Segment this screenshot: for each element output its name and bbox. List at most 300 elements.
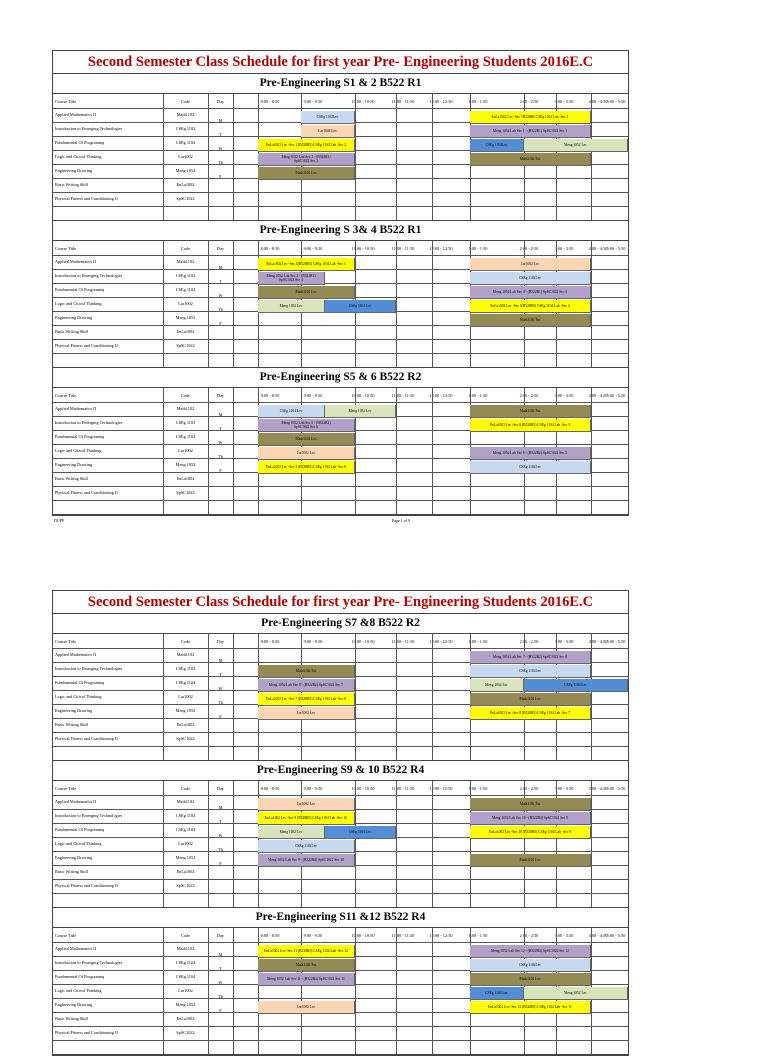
course-title: Engineering Drawing — [55, 462, 93, 467]
column-divider — [591, 634, 592, 760]
day-label: T — [219, 426, 222, 431]
column-divider — [396, 781, 397, 907]
schedule-table — [53, 928, 628, 1055]
column-header-time: 11:00 - 11:50 — [391, 99, 415, 104]
row-divider — [53, 648, 628, 649]
course-title: Applied Mathematics II — [55, 112, 97, 117]
row-divider — [53, 206, 628, 207]
column-divider — [163, 94, 164, 220]
day-label: T — [219, 819, 222, 824]
class-session: Math1102 Tut — [258, 959, 355, 972]
column-divider — [355, 928, 356, 1054]
class-session: EnLa1002 Lec -Sec 12 (B528B5) CSEg 1104 Lab -Sec 11 — [470, 1001, 591, 1014]
column-header-time: 10:00 - 10:50 — [351, 639, 375, 644]
column-divider — [208, 388, 209, 514]
row-divider — [53, 192, 628, 193]
column-header-time: 9:00 - 9:50 — [303, 246, 323, 251]
course-code: CSEg 1102 — [175, 960, 196, 965]
column-divider — [432, 634, 433, 760]
column-divider — [432, 241, 433, 367]
day-label: T — [219, 966, 222, 971]
page-number: Page 1 of 9 — [392, 518, 411, 523]
class-session: Math1102 Lec — [258, 433, 355, 446]
course-code: Lar1002 — [178, 154, 193, 159]
course-code: SpSC1022 — [176, 1030, 195, 1035]
class-session: Math1102 Tut — [470, 314, 591, 327]
column-header-time: 8:00 - 8:50 — [260, 639, 280, 644]
column-header-code: Code — [180, 99, 191, 104]
class-session: Meng 1052 Lec — [258, 300, 325, 313]
class-session: Lar1002 Lec — [258, 707, 355, 720]
column-header-time: 2:00 - 2:50 — [519, 639, 539, 644]
schedule-table — [53, 241, 628, 368]
course-title: Logic and Citical Thinking — [55, 448, 102, 453]
column-header-course: Course Title — [55, 639, 77, 644]
column-header-time: 3:00 - 3:50 — [554, 393, 574, 398]
course-code: CSEg 1102 — [175, 126, 196, 131]
day-label: W — [218, 833, 223, 838]
class-session: EnLa1002 Lec -Sec 5 (B528B5) CSEg 1104 Lab -Sec 6 — [258, 461, 355, 474]
class-session: Lar1002 Lec — [258, 1001, 355, 1014]
course-title: Physical Fitness and Conditioning II — [55, 736, 118, 741]
column-header-course: Course Title — [55, 393, 77, 398]
class-session: CSEg 1102Lec — [470, 272, 591, 285]
column-divider — [233, 94, 234, 220]
day-label: M — [218, 805, 223, 810]
class-session: Meng 1052 Lab Sec 3 - (B522R1) SpSC1022 Sec 4 — [258, 272, 325, 285]
day-label: W — [218, 146, 223, 151]
class-session: Math1102 Tut — [470, 153, 591, 166]
day-label: Th — [218, 160, 223, 165]
schedule-table — [53, 94, 628, 221]
class-session: Math1102 Tut — [470, 405, 591, 418]
course-title: Physical Fitness and Conditioning II — [55, 490, 118, 495]
column-header-day: Day — [216, 99, 225, 104]
course-title: Applied Mathematics II — [55, 652, 97, 657]
column-header-time: 1:00 - 1:50 — [468, 786, 488, 791]
course-code: CSEg 1102 — [175, 813, 196, 818]
column-header-code: Code — [180, 639, 191, 644]
day-label: M — [218, 412, 223, 417]
class-session: Meng 1052 Lab Sec 2 - (B522R1) SpSC1022 Sec 2 — [258, 153, 355, 166]
row-divider — [53, 353, 628, 354]
class-session: Meng 1052 Lab Sec 8 - (B522R2) SpSC1022 Sec 7 — [258, 679, 355, 692]
column-header-day: Day — [216, 933, 225, 938]
course-code: SpSC1022 — [176, 883, 195, 888]
column-header-time: 1:00 - 1:50 — [468, 99, 488, 104]
class-session: Math1102 Lec — [470, 854, 591, 867]
column-header-time: 5:00 - 5:50 — [606, 786, 626, 791]
column-header-time: 4:00 - 4:50 — [588, 786, 608, 791]
course-title: Engineering Drawing — [55, 168, 93, 173]
class-session: Meng 1052 Lab Sec 11 - (B522R4) SpSC1022 Sec 11 — [258, 973, 355, 986]
course-title: Logic and Citical Thinking — [55, 154, 102, 159]
column-header-time: 12:00 - 12:50 — [429, 933, 453, 938]
row-divider — [53, 255, 628, 256]
column-divider — [355, 94, 356, 220]
course-code: EnLa1002 — [176, 329, 195, 334]
course-code: Lar1002 — [178, 301, 193, 306]
column-header-time: 11:00 - 11:50 — [391, 639, 415, 644]
column-header-time: 10:00 - 10:50 — [351, 393, 375, 398]
course-code: SpSC1022 — [176, 490, 195, 495]
course-code: EnLa1002 — [176, 182, 195, 187]
class-session: EnLa1002 Lec -Sec 1B528B5 CSEg 1104 Lab -Sec 1 — [470, 111, 591, 124]
day-label: M — [218, 952, 223, 957]
column-divider — [432, 781, 433, 907]
column-header-time: 3:00 - 3:50 — [554, 246, 574, 251]
class-session: CSEg 1102Lec — [470, 959, 591, 972]
day-label: T — [219, 279, 222, 284]
column-header-time: 5:00 - 5:50 — [606, 393, 626, 398]
column-header-time: 5:00 - 5:50 — [606, 246, 626, 251]
section-heading: Pre-Engineering S9 & 10 B522 R4 — [53, 761, 628, 781]
course-title: Engineering Drawing — [55, 1002, 93, 1007]
day-label: Th — [218, 700, 223, 705]
class-session: Math1102 Lec — [470, 973, 591, 986]
course-code: CSEg 1102 — [175, 273, 196, 278]
class-session: Math1102 Lec — [470, 693, 591, 706]
column-header-time: 3:00 - 3:50 — [554, 99, 574, 104]
column-header-time: 4:00 - 4:50 — [588, 246, 608, 251]
column-header-time: 9:00 - 9:50 — [303, 99, 323, 104]
column-divider — [208, 94, 209, 220]
row-divider — [53, 1026, 628, 1027]
column-header-time: 5:00 - 5:50 — [606, 933, 626, 938]
course-code: CSEg 1104 — [175, 974, 196, 979]
row-divider — [53, 732, 628, 733]
column-header-time: 4:00 - 4:50 — [588, 933, 608, 938]
column-header-code: Code — [180, 786, 191, 791]
class-session: Meng 1052 Lec — [524, 987, 628, 1000]
class-session: Meng 1052 Lab Sec 5 - (B522R2) SpSC1022 Sec 6 — [258, 419, 355, 432]
course-code: Meng 1052 — [175, 168, 196, 173]
day-label: W — [218, 440, 223, 445]
course-code: EnLa1002 — [176, 869, 195, 874]
class-session: EnLa1002 Lec -Sec 9 (B528B5) CSEg 1104 Lab -Sec 10 — [258, 812, 355, 825]
class-session: Meng 1052 Lab Sec 12 - (B522R4) SpSC1022 Sec 12 — [470, 945, 591, 958]
class-session: EnLa1002 Lec -Sec 11 (B528B5) CSEg 1104 Lab -Sec 12 — [258, 945, 355, 958]
class-session: EnLa1002 Lec -Sec 3(B528B5) CSEg 1104 Lab -Sec 3 — [258, 258, 355, 271]
course-title: Fundamental Of Programing — [55, 680, 105, 685]
course-title: Fundamental Of Programing — [55, 434, 105, 439]
class-session: CSEg 1102Lec — [470, 665, 591, 678]
column-header-time: 2:00 - 2:50 — [519, 393, 539, 398]
column-header-time: 8:00 - 8:50 — [260, 99, 280, 104]
course-title: Logic and Citical Thinking — [55, 988, 102, 993]
column-header-time: 2:00 - 2:50 — [519, 99, 539, 104]
class-session: EnLa1002 Lec -Sec 10 (B528B5) CSEg 1104 Lab -Sec 9 — [470, 826, 591, 839]
column-header-time: 5:00 - 5:50 — [606, 99, 626, 104]
column-header-time: 2:00 - 2:50 — [519, 786, 539, 791]
class-session: Meng 1052 Lab Sec 10 - (B522R4) SpSC1022 Sec 9 — [470, 812, 591, 825]
course-title: Basic Writing Skill — [55, 182, 88, 187]
schedule-table — [53, 634, 628, 761]
column-header-time: 11:00 - 11:50 — [391, 786, 415, 791]
schedule-page — [52, 50, 629, 516]
column-header-time: 5:00 - 5:50 — [606, 639, 626, 644]
column-divider — [233, 928, 234, 1054]
column-header-time: 4:00 - 4:50 — [588, 393, 608, 398]
column-divider — [163, 241, 164, 367]
column-divider — [208, 241, 209, 367]
class-session: Lar1002 Lec — [258, 447, 355, 460]
class-session: Meng 1052 Lec — [524, 139, 628, 152]
column-header-time: 12:00 - 12:50 — [429, 639, 453, 644]
row-divider — [53, 1040, 628, 1041]
class-session: Meng 1052 Lab Sec 7 - (B522R2) SpSC1022 Sec 8 — [470, 651, 591, 664]
row-divider — [53, 893, 628, 894]
column-divider — [163, 634, 164, 760]
course-title: Physical Fitness and Conditioning II — [55, 196, 118, 201]
course-code: Math1102 — [176, 406, 195, 411]
column-divider — [591, 94, 592, 220]
column-header-code: Code — [180, 393, 191, 398]
column-header-time: 12:00 - 12:50 — [429, 786, 453, 791]
column-header-time: 2:00 - 2:50 — [519, 246, 539, 251]
course-title: Fundamental Of Programing — [55, 974, 105, 979]
column-header-time: 9:00 - 9:50 — [303, 639, 323, 644]
column-header-time: 11:00 - 11:50 — [391, 246, 415, 251]
day-label: W — [218, 686, 223, 691]
class-session: EnLa1002 Lec -Sec 1 (B528B5) CSEg 1104 Lab -Sec 2 — [258, 139, 355, 152]
column-divider — [432, 928, 433, 1054]
column-header-code: Code — [180, 933, 191, 938]
course-code: CSEg 1102 — [175, 420, 196, 425]
course-title: Introduction to Emerging Technologies — [55, 273, 123, 278]
class-session: EnLa1002 Lec -Sec 7 (B528B5) CSEg 1104 Lab -Sec 8 — [258, 693, 355, 706]
class-session: Lar1002 Lec — [470, 258, 591, 271]
class-session: CSEg 1104Lec — [470, 139, 524, 152]
column-header-day: Day — [216, 786, 225, 791]
column-divider — [396, 634, 397, 760]
section-heading: Pre-Engineering S5 & 6 B522 R2 — [53, 368, 628, 388]
class-session: Lar1002 Lec — [301, 125, 355, 138]
class-session: Meng 1052 Lec — [325, 405, 396, 418]
course-title: Fundamental Of Programing — [55, 140, 105, 145]
course-code: Math1102 — [176, 799, 195, 804]
course-title: Physical Fitness and Conditioning II — [55, 343, 118, 348]
day-label: W — [218, 293, 223, 298]
footer-left: DUPP — [54, 518, 65, 523]
course-title: Basic Writing Skill — [55, 722, 88, 727]
column-header-time: 11:00 - 11:50 — [391, 933, 415, 938]
course-title: Introduction to Emerging Technologies — [55, 126, 123, 131]
course-code: Meng 1052 — [175, 462, 196, 467]
column-divider — [396, 241, 397, 367]
day-label: F — [219, 174, 222, 179]
class-session: Math1102 Lec — [258, 167, 355, 180]
course-title: Basic Writing Skill — [55, 1016, 88, 1021]
day-label: Th — [218, 454, 223, 459]
column-header-time: 8:00 - 8:50 — [260, 393, 280, 398]
day-label: T — [219, 672, 222, 677]
class-session: CSEg 1102Lec — [470, 461, 591, 474]
course-title: Introduction to Emerging Technologies — [55, 420, 123, 425]
course-code: CSEg 1102 — [175, 666, 196, 671]
column-header-time: 3:00 - 3:50 — [554, 639, 574, 644]
column-header-course: Course Title — [55, 246, 77, 251]
class-session: Lar1002 Lec — [258, 798, 355, 811]
column-header-time: 3:00 - 3:50 — [554, 786, 574, 791]
column-header-time: 9:00 - 9:50 — [303, 393, 323, 398]
column-divider — [355, 781, 356, 907]
course-title: Introduction to Emerging Technologies — [55, 960, 123, 965]
column-header-time: 9:00 - 9:50 — [303, 933, 323, 938]
class-session: CSEg 1104 Lec — [325, 826, 396, 839]
column-header-time: 9:00 - 9:50 — [303, 786, 323, 791]
course-code: EnLa1002 — [176, 722, 195, 727]
course-title: Basic Writing Skill — [55, 329, 88, 334]
row-divider — [53, 486, 628, 487]
course-code: Math1102 — [176, 652, 195, 657]
course-title: Applied Mathematics II — [55, 799, 97, 804]
day-label: Th — [218, 847, 223, 852]
course-title: Engineering Drawing — [55, 708, 93, 713]
course-code: Math1102 — [176, 259, 195, 264]
column-divider — [208, 781, 209, 907]
row-divider — [53, 942, 628, 943]
column-divider — [208, 928, 209, 1054]
column-header-course: Course Title — [55, 933, 77, 938]
course-code: EnLa1002 — [176, 476, 195, 481]
row-divider — [53, 879, 628, 880]
course-code: Math1102 — [176, 946, 195, 951]
column-divider — [233, 388, 234, 514]
course-code: Lar1002 — [178, 841, 193, 846]
column-header-time: 11:00 - 11:50 — [391, 393, 415, 398]
class-session: CSEg 1104 Lec — [524, 679, 628, 692]
course-code: Lar1002 — [178, 988, 193, 993]
column-divider — [396, 388, 397, 514]
column-header-time: 12:00 - 12:50 — [429, 246, 453, 251]
column-divider — [591, 388, 592, 514]
class-session: Math1102 Lec — [258, 286, 355, 299]
row-divider — [53, 402, 628, 403]
course-title: Logic and Citical Thinking — [55, 841, 102, 846]
schedule-table — [53, 781, 628, 908]
class-session: Meng 1052 Lab Sec 9 - (B522R4) SpSC1022 Sec 10 — [258, 854, 355, 867]
course-code: CSEg 1104 — [175, 827, 196, 832]
course-code: Lar1002 — [178, 694, 193, 699]
course-title: Physical Fitness and Conditioning II — [55, 883, 118, 888]
column-divider — [163, 388, 164, 514]
course-title: Engineering Drawing — [55, 855, 93, 860]
course-title: Fundamental Of Programing — [55, 827, 105, 832]
course-title: Introduction to Emerging Technologies — [55, 666, 123, 671]
column-header-day: Day — [216, 393, 225, 398]
column-header-time: 4:00 - 4:50 — [588, 99, 608, 104]
day-label: F — [219, 861, 222, 866]
course-title: Applied Mathematics II — [55, 406, 97, 411]
course-code: Math1102 — [176, 112, 195, 117]
page-title: Second Semester Class Schedule for first year Pre- Engineering Students 2016E.C — [53, 51, 628, 74]
row-divider — [53, 500, 628, 501]
column-header-course: Course Title — [55, 786, 77, 791]
course-title: Fundamental Of Programing — [55, 287, 105, 292]
column-header-code: Code — [180, 246, 191, 251]
class-session: EnLa1002 Lec -Sec 8 (B528B5) CSEg 1104 Lab -Sec 7 — [470, 707, 591, 720]
class-session: Meng 1052 Lab Sec 4 - (B522R1) SpSC1022 Sec 3 — [470, 286, 591, 299]
class-session: Meng 1052 Lab Sec 1 - (B522R1) SpSC1022 Sec 1 — [470, 125, 591, 138]
course-title: Applied Mathematics II — [55, 946, 97, 951]
column-divider — [233, 781, 234, 907]
schedule-table — [53, 388, 628, 515]
course-code: Meng 1052 — [175, 315, 196, 320]
column-header-time: 8:00 - 8:50 — [260, 246, 280, 251]
class-session: EnLa1002 Lec -Sec 6 (B528B5) CSEg 1104 Lab -Sec 5 — [470, 419, 591, 432]
class-session: CSEg 1104 Lec — [258, 405, 325, 418]
course-code: SpSC1022 — [176, 343, 195, 348]
page-title: Second Semester Class Schedule for first year Pre- Engineering Students 2016E.C — [53, 591, 628, 614]
course-title: Applied Mathematics II — [55, 259, 97, 264]
course-code: CSEg 1104 — [175, 140, 196, 145]
column-divider — [233, 634, 234, 760]
day-label: Th — [218, 994, 223, 999]
day-label: Th — [218, 307, 223, 312]
class-session: CSEg 1102Lec — [258, 840, 355, 853]
column-divider — [233, 241, 234, 367]
course-code: Meng 1052 — [175, 708, 196, 713]
column-divider — [591, 781, 592, 907]
column-header-time: 1:00 - 1:50 — [468, 933, 488, 938]
column-header-time: 10:00 - 10:50 — [351, 786, 375, 791]
course-title: Engineering Drawing — [55, 315, 93, 320]
column-divider — [163, 781, 164, 907]
course-code: Lar1002 — [178, 448, 193, 453]
course-code: EnLa1002 — [176, 1016, 195, 1021]
class-session: Math1102 Tut — [470, 798, 591, 811]
section-heading: Pre-Engineering S 3& 4 B522 R1 — [53, 221, 628, 241]
column-header-time: 3:00 - 3:50 — [554, 933, 574, 938]
column-header-time: 10:00 - 10:50 — [351, 99, 375, 104]
row-divider — [53, 746, 628, 747]
column-header-time: 2:00 - 2:50 — [519, 933, 539, 938]
column-divider — [396, 928, 397, 1054]
day-label: F — [219, 714, 222, 719]
row-divider — [53, 108, 628, 109]
column-header-time: 12:00 - 12:50 — [429, 99, 453, 104]
row-divider — [53, 795, 628, 796]
column-header-time: 1:00 - 1:50 — [468, 393, 488, 398]
course-code: CSEg 1104 — [175, 680, 196, 685]
day-label: M — [218, 658, 223, 663]
course-code: CSEg 1104 — [175, 287, 196, 292]
column-header-time: 10:00 - 10:50 — [351, 246, 375, 251]
column-header-day: Day — [216, 639, 225, 644]
class-session: CSEg 1104 Lec — [325, 300, 396, 313]
day-label: F — [219, 468, 222, 473]
course-title: Logic and Citical Thinking — [55, 694, 102, 699]
section-heading: Pre-Engineering S1 & 2 B522 R1 — [53, 74, 628, 94]
column-header-time: 4:00 - 4:50 — [588, 639, 608, 644]
day-label: T — [219, 132, 222, 137]
column-header-time: 10:00 - 10:50 — [351, 933, 375, 938]
class-session: CSEg 1104 Lec — [470, 987, 524, 1000]
section-heading: Pre-Engineering S11 &12 B522 R4 — [53, 908, 628, 928]
column-header-time: 8:00 - 8:50 — [260, 786, 280, 791]
column-divider — [432, 388, 433, 514]
class-session: Math1102 Tut — [258, 665, 355, 678]
day-label: M — [218, 265, 223, 270]
class-session: Meng 1052 Lec — [470, 679, 524, 692]
day-label: F — [219, 1008, 222, 1013]
column-divider — [591, 241, 592, 367]
column-header-time: 1:00 - 1:50 — [468, 246, 488, 251]
class-session: Meng 1052 Lab Sec 6 - (B522R2) SpSC1022 Sec 5 — [470, 447, 591, 460]
class-session: CSEg 1102Lec — [301, 111, 355, 124]
day-label: F — [219, 321, 222, 326]
